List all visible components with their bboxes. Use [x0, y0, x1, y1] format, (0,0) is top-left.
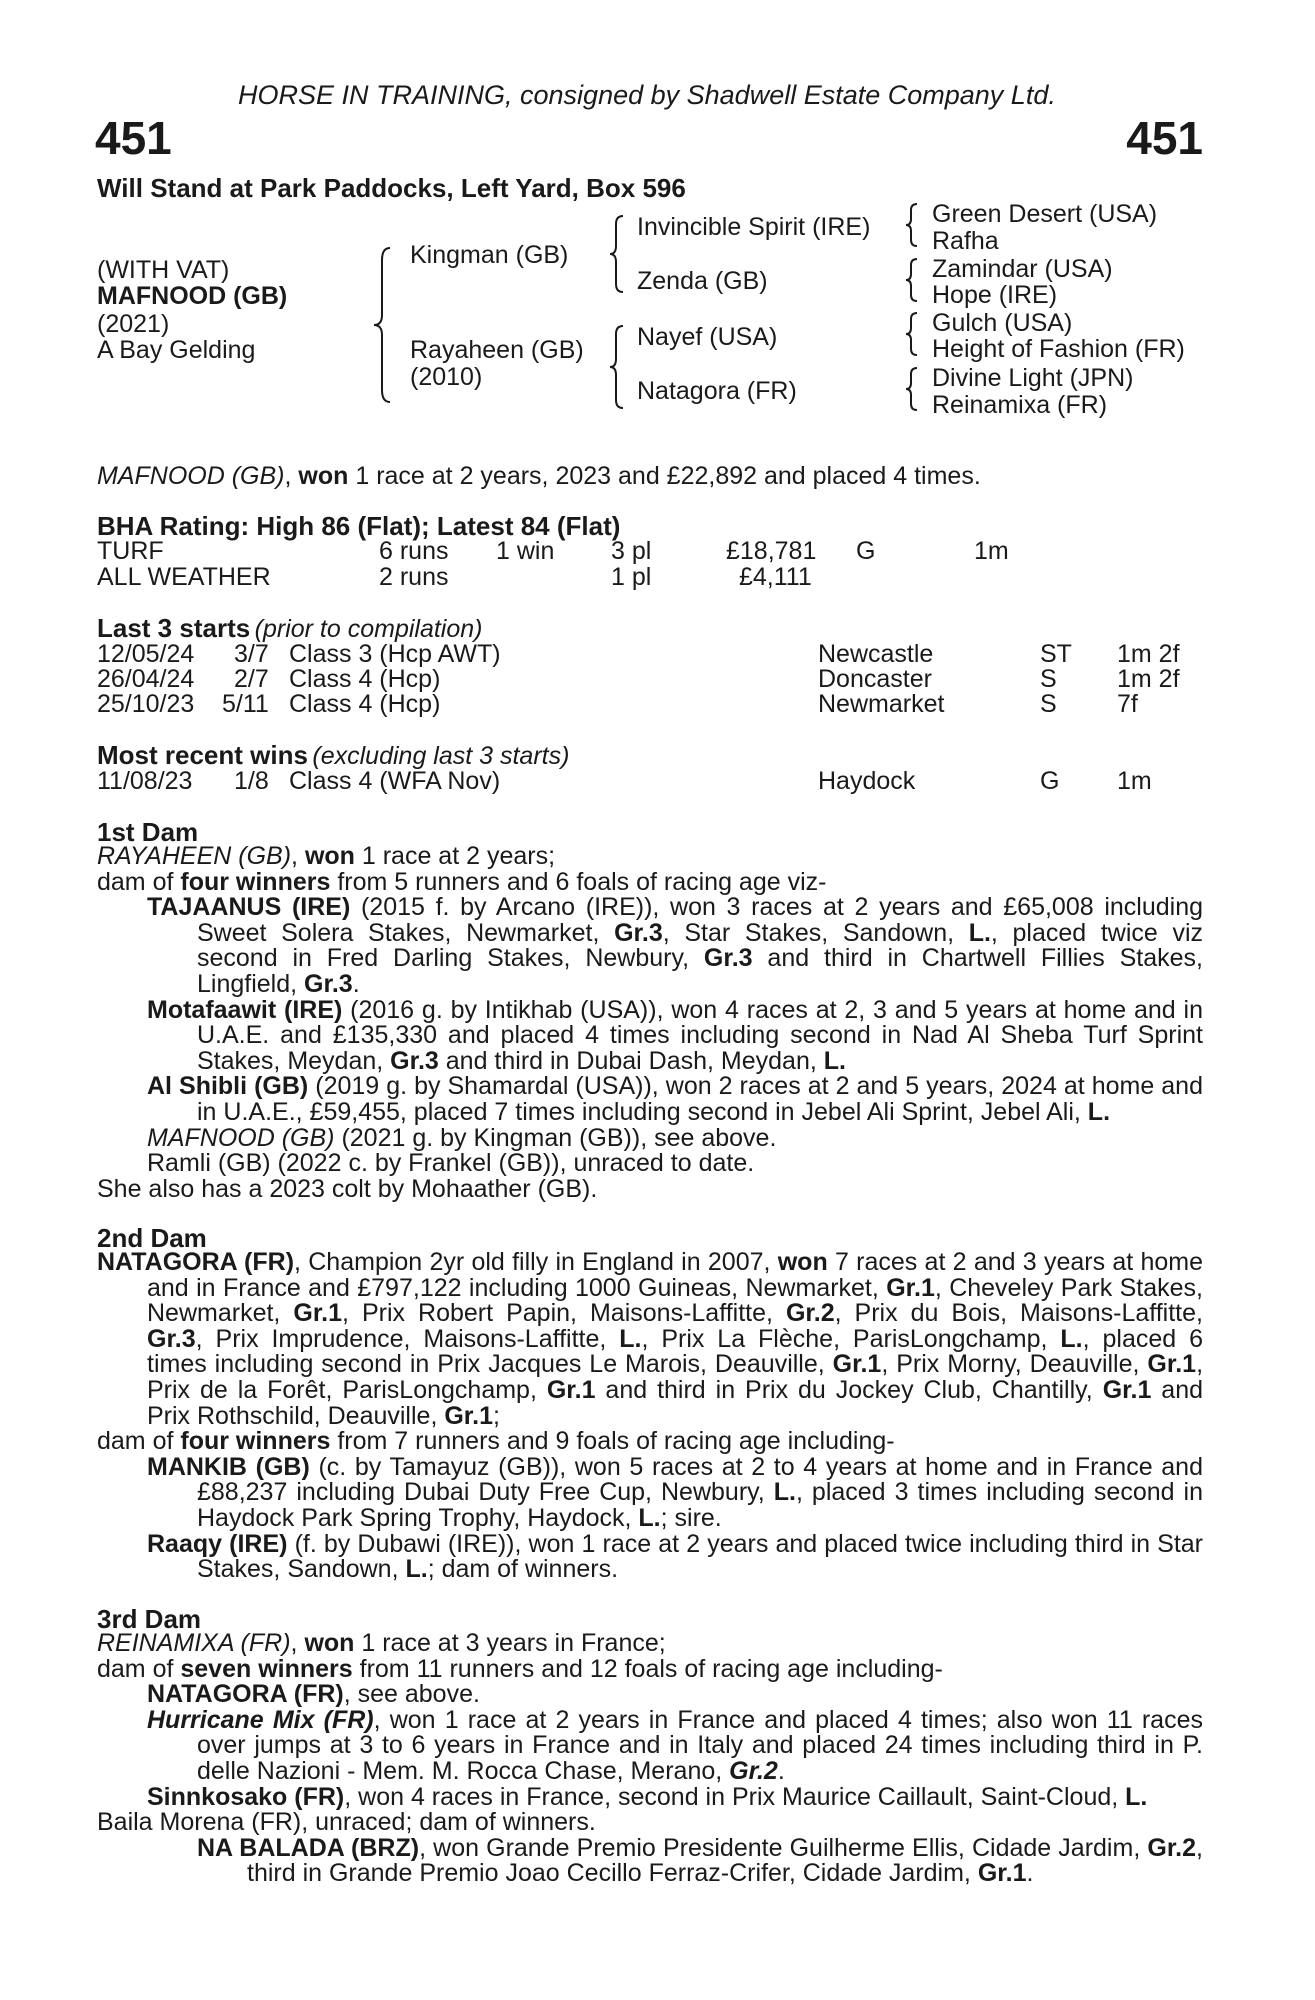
start-date: 26/04/24 [97, 665, 195, 693]
summary-won: won [298, 462, 349, 490]
gg-brace-1 [902, 200, 922, 250]
start-position: 3/7 [234, 640, 269, 668]
last-start-row [0, 641, 1315, 667]
rating-distance: 1m [974, 537, 1009, 565]
dam-name: RAYAHEEN (GB) [97, 842, 292, 870]
second-dam-produce: dam of four winners from 7 runners and 9 foals of racing age including- [97, 1427, 895, 1456]
rating-placed: 1 pl [611, 563, 652, 591]
win-race: Class 4 (WFA Nov) [289, 767, 501, 795]
progeny-entry: Hurricane Mix (FR), won 1 race at 2 years in France and placed 4 times; also won 11 races over jumps at 3 to 6 years in France and in Italy and placed 24 times including third in P. delle Nazioni - Mem. M. Rocca Chase, Merano, Gr.2. [147, 1705, 1203, 1785]
horse-year: (2021) [97, 310, 170, 338]
third-dam-section [97, 1631, 1203, 1887]
start-course: Newmarket [818, 690, 945, 718]
win-distance: 1m [1117, 767, 1152, 795]
win-date: 11/08/23 [97, 767, 193, 795]
rating-prize: £4,111 [739, 563, 812, 591]
rating-surface: ALL WEATHER [97, 563, 271, 591]
second-dam-progeny [97, 1452, 1203, 1584]
pedigree-dss: Gulch (USA) [932, 309, 1073, 337]
rating-row-turf [0, 538, 1315, 564]
summary-horse-name: MAFNOOD (GB) [97, 462, 285, 490]
progeny-entry: NATAGORA (FR), see above. [147, 1680, 480, 1709]
third-dam-grand-progeny [97, 1833, 1203, 1888]
progeny-entry: Ramli (GB) (2022 c. by Frankel (GB)), unraced to date. [147, 1149, 755, 1178]
rating-wins: 1 win [496, 537, 555, 565]
progeny-entry: Al Shibli (GB) (2019 g. by Shamardal (USA)), won 2 races at 2 and 5 years, 2024 at home and in U.A.E., £59,455, placed 7 times including second in Jebel Ali Sprint, Jebel Ali, L. [147, 1072, 1203, 1126]
progeny-entry: MANKIB (GB) (c. by Tamayuz (GB)), won 5 races at 2 to 4 years at home and in France and £88,237 including Dubai Duty Free Cup, Newbury, L., placed 3 times including second in Haydock Park Spring Trophy, Haydock, L.; sire. [147, 1452, 1203, 1532]
progeny-entry: TAJAANUS (IRE) (2015 f. by Arcano (IRE)), won 3 races at 2 years and £65,008 including Sweet Solera Stakes, Newmarket, Gr.3, Star Stakes, Sandown, L., placed twice viz second in Fred Darling Stakes, Newbury, Gr.3 and third in Chartwell Fillies Stakes, Lingfield, Gr.3. [147, 893, 1203, 998]
first-dam-title: 1st Dam [97, 817, 199, 847]
pedigree-dam: Rayaheen (GB) [410, 336, 584, 364]
pedigree-sss: Green Desert (USA) [932, 200, 1158, 228]
start-race: Class 4 (Hcp) [289, 690, 441, 718]
lot-number-left: 451 [95, 112, 172, 164]
pedigree-sire: Kingman (GB) [410, 241, 569, 269]
stand-location: Will Stand at Park Paddocks, Left Yard, Box 596 [97, 173, 686, 203]
progeny-entry: Sinnkosako (FR), won 4 races in France, second in Prix Maurice Caillault, Saint-Cloud, L. [147, 1782, 1148, 1811]
third-dam-unraced: Baila Morena (FR), unraced; dam of winners. [97, 1808, 596, 1837]
sire-dam-brace [368, 240, 398, 410]
pedigree-dds: Divine Light (JPN) [932, 364, 1134, 392]
second-dam-title: 2nd Dam [97, 1223, 207, 1253]
recent-wins-note: (excluding last 3 starts) [312, 742, 570, 770]
consignment-line: HORSE IN TRAINING, consigned by Shadwell Estate Company Ltd. [238, 80, 1056, 110]
win-course: Haydock [818, 767, 916, 795]
race-summary: MAFNOOD (GB), won 1 race at 2 years, 2023 and £22,892 and placed 4 times. [97, 462, 981, 490]
dam-of-text: dam of [97, 867, 181, 896]
start-date: 25/10/23 [97, 690, 195, 718]
win-going: G [1040, 767, 1060, 795]
third-dam-intro: REINAMIXA (FR), won 1 race at 3 years in France; [97, 1629, 666, 1657]
second-dam-record: NATAGORA (FR), Champion 2yr old filly in England in 2007, won 7 races at 2 and 3 years at home and in France and £797,122 including 1000 Guineas, Newmarket, Gr.1, Cheveley Park Stakes, Newmarket, Gr.1, Prix Robert Papin, Maisons-Laffitte, Gr.2, Prix du Bois, Maisons-Laffitte, Gr.3, Prix Imprudence, Maisons-Laffitte, L., Prix La Flèche, ParisLongchamp, L., placed 6 times including second in Prix Jacques Le Marois, Deauville, Gr.1, Prix Morny, Deauville, Gr.1, Prix de la Forêt, ParisLongchamp, Gr.1 and third in Prix du Jockey Club, Chantilly, Gr.1 and Prix Rothschild, Deauville, Gr.1; [97, 1248, 1204, 1430]
gg-brace-2 [902, 255, 922, 305]
start-date: 12/05/24 [97, 640, 195, 668]
gg-brace-4 [902, 364, 922, 414]
start-position: 5/11 [222, 690, 269, 718]
last-start-row [0, 666, 1315, 692]
start-distance: 1m 2f [1117, 640, 1180, 668]
start-course: Doncaster [818, 665, 932, 693]
summary-text: 1 race at 2 years, 2023 and £22,892 and placed 4 times. [348, 462, 981, 490]
recent-win-row [0, 768, 1315, 794]
vat-label: (WITH VAT) [97, 256, 230, 284]
won-label: won [304, 842, 355, 870]
pedigree-ddd: Reinamixa (FR) [932, 391, 1108, 419]
start-distance: 7f [1117, 690, 1138, 718]
rating-runs: 6 runs [379, 537, 449, 565]
rating-prize: £18,781 [726, 537, 817, 565]
start-distance: 1m 2f [1117, 665, 1180, 693]
pedigree-dsd: Height of Fashion (FR) [932, 335, 1185, 363]
start-going: S [1040, 690, 1057, 718]
first-dam-note: She also has a 2023 colt by Mohaather (GB). [97, 1174, 598, 1203]
last-starts-heading [97, 615, 483, 642]
pedigree-dam-sire: Nayef (USA) [637, 323, 778, 351]
last-start-row [0, 691, 1315, 717]
start-course: Newcastle [818, 640, 934, 668]
third-dam-progeny [97, 1682, 1203, 1810]
start-going: ST [1040, 640, 1072, 668]
horse-description: A Bay Gelding [97, 336, 256, 364]
produce-text: from 5 runners and 6 foals of racing age viz- [330, 867, 827, 896]
rating-runs: 2 runs [379, 563, 449, 591]
lot-number-right: 451 [1126, 112, 1203, 164]
progeny-entry: Motafaawit (IRE) (2016 g. by Intikhab (USA)), won 4 races at 2, 3 and 5 years at home and in U.A.E. and £135,330 and placed 4 times including second in Nad Al Sheba Turf Sprint Stakes, Meydan, Gr.3 and third in Dubai Dash, Meydan, L. [147, 995, 1203, 1075]
first-dam-produce [97, 867, 1203, 896]
recent-wins-heading [97, 742, 569, 769]
first-dam-intro: RAYAHEEN (GB), won 1 race at 2 years; [97, 842, 556, 870]
start-race: Class 3 (Hcp AWT) [289, 640, 501, 668]
first-dam-section [97, 844, 1203, 1202]
pedigree-dam-dam: Natagora (FR) [637, 377, 797, 405]
start-going: S [1040, 665, 1057, 693]
last-starts-note: (prior to compilation) [254, 615, 483, 643]
third-dam-produce: dam of seven winners from 11 runners and 12 foals of racing age including- [97, 1654, 943, 1683]
dam-parents-brace [605, 322, 629, 412]
rating-title: BHA Rating: High 86 (Flat); Latest 84 (Flat) [97, 511, 621, 541]
progeny-entry: MAFNOOD (GB) (2021 g. by Kingman (GB)), see above. [147, 1123, 777, 1152]
pedigree-sdd: Hope (IRE) [932, 281, 1058, 309]
progeny-entry: NA BALADA (BRZ), won Grande Premio Presidente Guilherme Ellis, Cidade Jardim, Gr.2, third in Grande Premio Joao Cecillo Ferraz-Crifer, Cidade Jardim, Gr.1. [197, 1833, 1203, 1888]
rating-row-aw [0, 564, 1315, 590]
rating-placed: 3 pl [611, 537, 652, 565]
horse-name: MAFNOOD (GB) [97, 282, 288, 310]
intro-text: 1 race at 2 years; [354, 842, 556, 870]
start-race: Class 4 (Hcp) [289, 665, 441, 693]
winners-count: four winners [180, 867, 331, 896]
rating-going: G [856, 537, 876, 565]
start-position: 2/7 [234, 665, 269, 693]
last-starts-title: Last 3 starts [97, 613, 251, 643]
pedigree-sire-dam: Zenda (GB) [637, 267, 768, 295]
recent-wins-title: Most recent wins [97, 740, 308, 770]
progeny-entry: Raaqy (IRE) (f. by Dubawi (IRE)), won 1 race at 2 years and placed twice including third in Star Stakes, Sandown, L.; dam of winners. [147, 1529, 1203, 1584]
pedigree-sire-sire: Invincible Spirit (IRE) [637, 213, 871, 241]
win-position: 1/8 [234, 767, 269, 795]
pedigree-sds: Zamindar (USA) [932, 255, 1113, 283]
first-dam-progeny [97, 895, 1203, 1177]
second-dam-section [97, 1250, 1203, 1583]
pedigree-ssd: Rafha [932, 227, 999, 255]
gg-brace-3 [902, 309, 922, 359]
rating-surface: TURF [97, 537, 164, 565]
third-dam-title: 3rd Dam [97, 1604, 202, 1634]
sire-parents-brace [605, 212, 629, 296]
pedigree-dam-year: (2010) [410, 363, 483, 391]
